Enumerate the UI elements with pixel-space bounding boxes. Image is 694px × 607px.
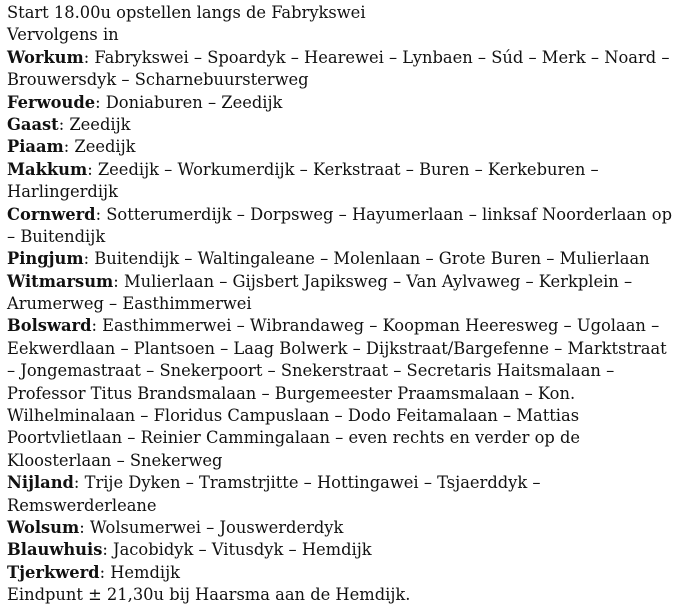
route-line: [7, 584, 694, 606]
route-line: [7, 159, 694, 181]
route-line: [7, 204, 694, 226]
place-name: Workum: [7, 47, 84, 67]
route-line: [7, 69, 694, 91]
route-text: Start 18.00u opstellen langs de Fabrykswei: [7, 3, 366, 22]
route-text: : Sotterumerdijk – Dorpsweg – Hayumerlaan – linksaf Noorderlaan op: [95, 204, 673, 224]
route-text: Vervolgens in: [7, 25, 119, 45]
route-line: [7, 562, 694, 584]
route-line: [7, 338, 694, 360]
place-name: Cornwerd: [7, 204, 96, 224]
route-text: Professor Titus Brandsmalaan – Burgemeester Praamsmalaan – Kon.: [7, 383, 576, 403]
route-line: [7, 92, 694, 114]
place-name: Gaast: [7, 114, 59, 134]
route-line: [7, 248, 694, 270]
route-text: : Easthimmerwei – Wibrandaweg – Koopman Heeresweg – Ugolaan –: [91, 316, 660, 336]
place-name: Blauwhuis: [7, 540, 103, 560]
route-line: [7, 2, 694, 24]
route-line: [7, 539, 694, 561]
route-line: [7, 405, 694, 427]
route-text: – Jongemastraat – Snekerpoort – Snekerstraat – Secretaris Haitsmalaan –: [7, 361, 615, 381]
route-text: : Mulierlaan – Gijsbert Japiksweg – Van Aylvaweg – Kerkplein –: [113, 271, 633, 291]
route-line: [7, 360, 694, 382]
route-text: : Wolsumerwei – Jouswerderdyk: [79, 517, 344, 537]
place-name: Nijland: [7, 473, 74, 493]
route-line: [7, 293, 694, 315]
route-text: Harlingerdijk: [7, 182, 118, 202]
route-line: [7, 315, 694, 337]
route-text: – Buitendijk: [7, 226, 106, 246]
place-name: Piaam: [7, 137, 64, 157]
place-name: Tjerkwerd: [7, 562, 100, 582]
route-line: [7, 472, 694, 494]
route-text: : Fabrykswei – Spoardyk – Hearewei – Lynbaen – Súd – Merk – Noard –: [83, 47, 670, 67]
place-name: Bolsward: [7, 316, 92, 336]
route-line: [7, 47, 694, 69]
place-name: Pingjum: [7, 249, 84, 269]
route-line: [7, 271, 694, 293]
route-line: [7, 181, 694, 203]
route-text: Remswerderleane: [7, 495, 157, 515]
route-text: : Trije Dyken – Tramstrjitte – Hottingawei – Tsjaerddyk –: [73, 473, 541, 493]
route-text: : Zeedijk: [63, 137, 136, 157]
route-line: [7, 114, 694, 136]
route-line: [7, 427, 694, 449]
route-text: Eekwerdlaan – Plantsoen – Laag Bolwerk – Dijkstraat/Bargefenne – Marktstraat: [7, 338, 667, 358]
route-text: Arumerweg – Easthimmerwei: [7, 294, 252, 314]
route-line: [7, 450, 694, 472]
route-text: Wilhelminalaan – Floridus Campuslaan – Dodo Feitamalaan – Mattias: [7, 406, 580, 426]
place-name: Witmarsum: [7, 271, 114, 291]
route-line: [7, 383, 694, 405]
route-text: : Buitendijk – Waltingaleane – Molenlaan – Grote Buren – Mulierlaan: [83, 249, 650, 269]
route-line: [7, 495, 694, 517]
route-line: [7, 517, 694, 539]
route-text: : Jacobidyk – Vitusdyk – Hemdijk: [102, 540, 372, 560]
route-text: Kloosterlaan – Snekerweg: [7, 450, 223, 470]
route-text: Poortvlietlaan – Reinier Cammingalaan – even rechts en verder op de: [7, 428, 581, 448]
route-text: : Zeedijk – Workumerdijk – Kerkstraat – Buren – Kerkeburen –: [87, 159, 599, 179]
route-line: [7, 24, 694, 46]
route-text: : Zeedijk: [58, 114, 131, 134]
route-line: [7, 136, 694, 158]
route-text: : Hemdijk: [99, 562, 181, 582]
route-text: : Doniaburen – Zeedijk: [95, 92, 283, 112]
place-name: Ferwoude: [7, 92, 96, 112]
route-text: Eindpunt ± 21,30u bij Haarsma aan de Hemdijk.: [7, 585, 411, 605]
route-text: Brouwersdyk – Scharnebuursterweg: [7, 70, 309, 90]
place-name: Wolsum: [7, 517, 80, 537]
place-name: Makkum: [7, 159, 88, 179]
route-line: [7, 226, 694, 248]
